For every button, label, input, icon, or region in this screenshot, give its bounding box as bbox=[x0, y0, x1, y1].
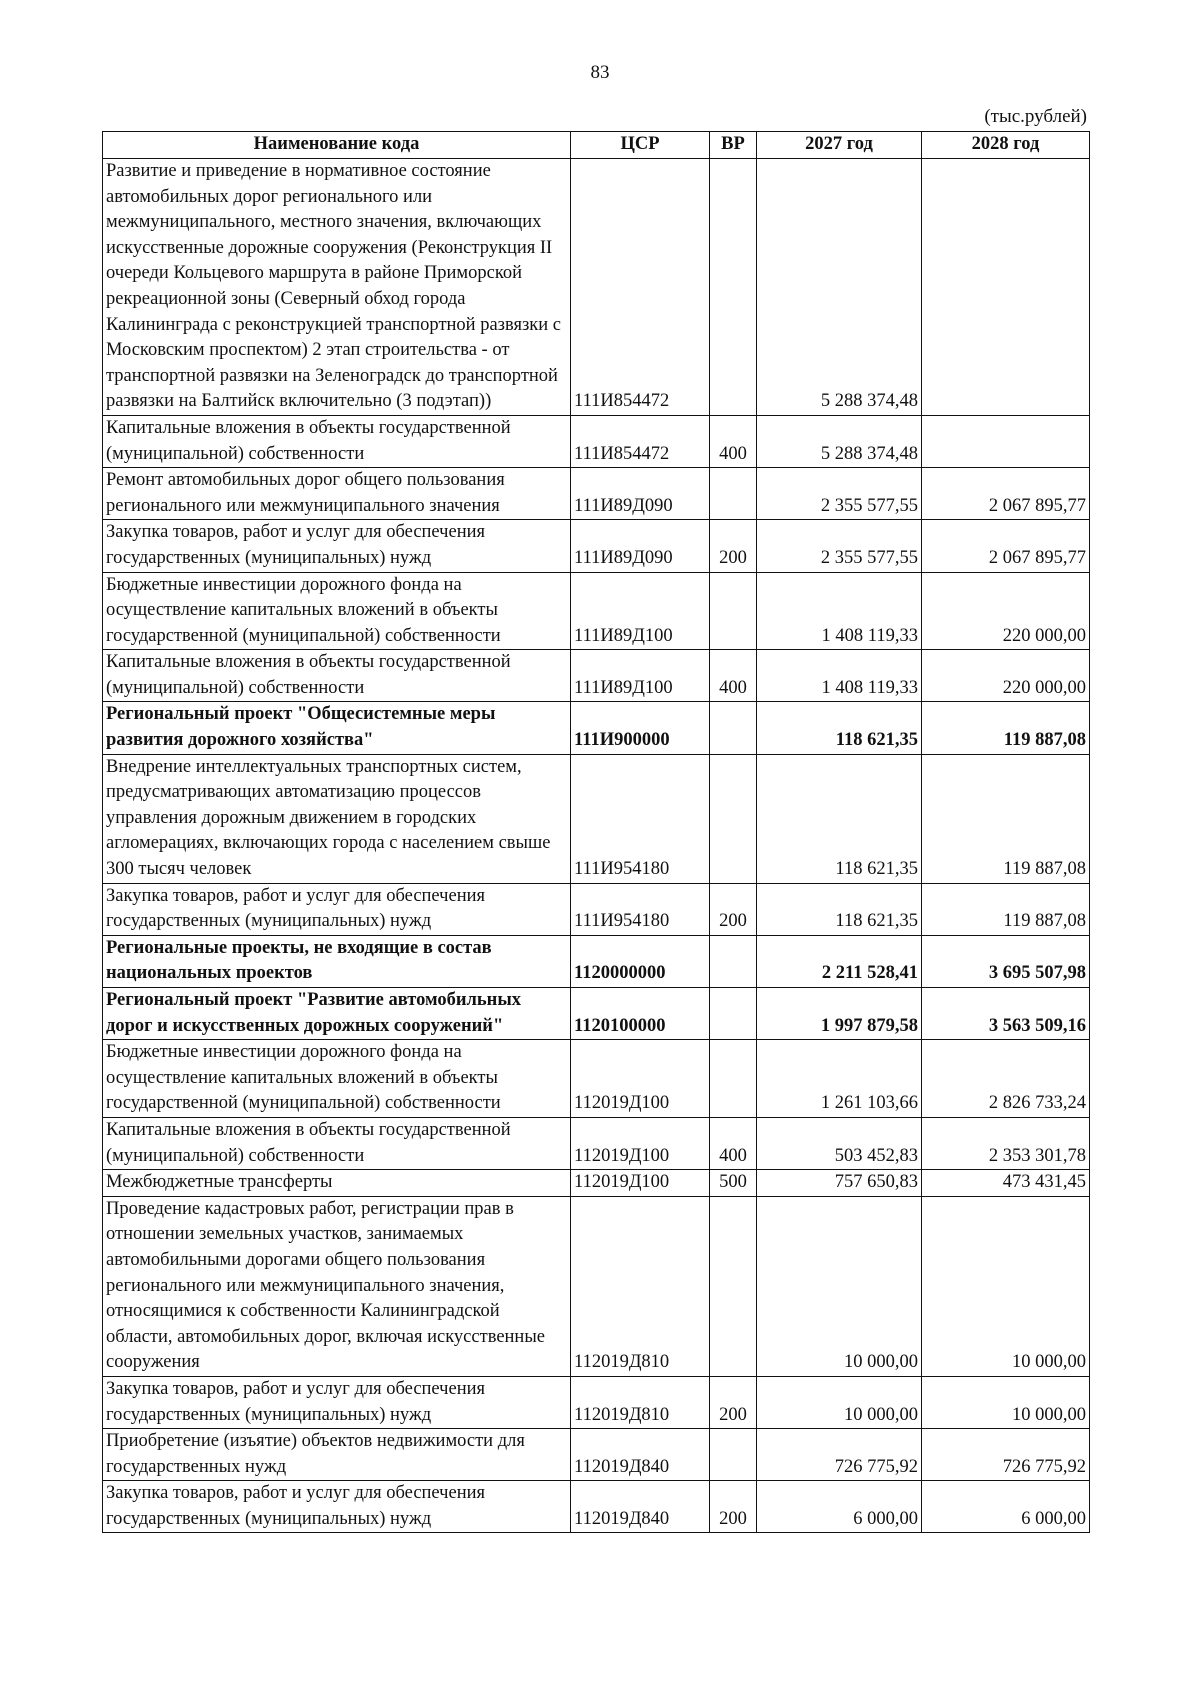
cell-2027: 2 211 528,41 bbox=[757, 935, 922, 987]
cell-2028: 3 695 507,98 bbox=[922, 935, 1090, 987]
cell-2028: 119 887,08 bbox=[922, 702, 1090, 754]
cell-2027: 5 288 374,48 bbox=[757, 159, 922, 416]
cell-name: Проведение кадастровых работ, регистрации прав в отношении земельных участков, занимаемых автомобильными дорогами общего пользования регионального или межмуниципального значения, относящимися к собственности Калининградской области, автомобильных дорог, включая искусственные сооружения bbox=[103, 1196, 571, 1376]
cell-name: Внедрение интеллектуальных транспортных систем, предусматривающих автоматизацию процессов управления дорожным движением в городских агломерациях, включающих города с населением свыше 300 тысяч человек bbox=[103, 754, 571, 883]
cell-2027: 1 408 119,33 bbox=[757, 572, 922, 650]
cell-2027: 118 621,35 bbox=[757, 702, 922, 754]
cell-2027: 118 621,35 bbox=[757, 754, 922, 883]
cell-2027: 6 000,00 bbox=[757, 1481, 922, 1533]
cell-2028: 10 000,00 bbox=[922, 1196, 1090, 1376]
header-row bbox=[103, 132, 1090, 159]
cell-2027: 2 355 577,55 bbox=[757, 468, 922, 520]
cell-csr: 112019Д100 bbox=[571, 1040, 710, 1118]
cell-vr: 400 bbox=[710, 415, 757, 467]
table-row bbox=[103, 415, 1090, 467]
cell-2028: 119 887,08 bbox=[922, 754, 1090, 883]
table-row bbox=[103, 572, 1090, 650]
cell-csr: 112019Д840 bbox=[571, 1429, 710, 1481]
table-row bbox=[103, 650, 1090, 702]
cell-2027: 726 775,92 bbox=[757, 1429, 922, 1481]
cell-2027: 5 288 374,48 bbox=[757, 415, 922, 467]
cell-name: Ремонт автомобильных дорог общего пользования регионального или межмуниципального значения bbox=[103, 468, 571, 520]
cell-csr: 111И89Д090 bbox=[571, 468, 710, 520]
cell-2028: 220 000,00 bbox=[922, 650, 1090, 702]
cell-2028: 2 067 895,77 bbox=[922, 520, 1090, 572]
cell-2028 bbox=[922, 159, 1090, 416]
cell-2027: 118 621,35 bbox=[757, 883, 922, 935]
cell-name: Закупка товаров, работ и услуг для обеспечения государственных (муниципальных) нужд bbox=[103, 520, 571, 572]
cell-vr: 400 bbox=[710, 650, 757, 702]
column-header-vr: ВР bbox=[710, 132, 757, 159]
cell-vr bbox=[710, 702, 757, 754]
budget-table bbox=[102, 131, 1090, 1533]
table-row bbox=[103, 1117, 1090, 1169]
cell-csr: 1120000000 bbox=[571, 935, 710, 987]
cell-vr bbox=[710, 988, 757, 1040]
cell-vr: 500 bbox=[710, 1170, 757, 1197]
table-row bbox=[103, 988, 1090, 1040]
cell-2028: 220 000,00 bbox=[922, 572, 1090, 650]
cell-2027: 503 452,83 bbox=[757, 1117, 922, 1169]
cell-csr: 111И89Д100 bbox=[571, 572, 710, 650]
table-row bbox=[103, 520, 1090, 572]
column-header-csr: ЦСР bbox=[571, 132, 710, 159]
column-header-name: Наименование кода bbox=[103, 132, 571, 159]
cell-vr bbox=[710, 159, 757, 416]
cell-2028: 2 353 301,78 bbox=[922, 1117, 1090, 1169]
table-row bbox=[103, 1429, 1090, 1481]
cell-2028: 119 887,08 bbox=[922, 883, 1090, 935]
cell-csr: 111И854472 bbox=[571, 159, 710, 416]
cell-2028: 3 563 509,16 bbox=[922, 988, 1090, 1040]
cell-2027: 1 408 119,33 bbox=[757, 650, 922, 702]
table-row bbox=[103, 702, 1090, 754]
cell-csr: 112019Д100 bbox=[571, 1170, 710, 1197]
cell-csr: 112019Д810 bbox=[571, 1376, 710, 1428]
cell-2027: 2 355 577,55 bbox=[757, 520, 922, 572]
cell-name: Закупка товаров, работ и услуг для обеспечения государственных (муниципальных) нужд bbox=[103, 883, 571, 935]
cell-csr: 112019Д100 bbox=[571, 1117, 710, 1169]
cell-vr: 200 bbox=[710, 883, 757, 935]
cell-name: Бюджетные инвестиции дорожного фонда на осуществление капитальных вложений в объекты государственной (муниципальной) собственности bbox=[103, 572, 571, 650]
column-header-2028: 2028 год bbox=[922, 132, 1090, 159]
cell-name: Закупка товаров, работ и услуг для обеспечения государственных (муниципальных) нужд bbox=[103, 1376, 571, 1428]
table-row bbox=[103, 1040, 1090, 1118]
cell-name: Приобретение (изъятие) объектов недвижимости для государственных нужд bbox=[103, 1429, 571, 1481]
cell-2027: 757 650,83 bbox=[757, 1170, 922, 1197]
table-header bbox=[103, 132, 1090, 159]
cell-name: Развитие и приведение в нормативное состояние автомобильных дорог регионального или межмуниципального, местного значения, включающих искусственные дорожные сооружения (Реконструкция II очереди Кольцевого маршрута в районе Приморской рекреационной зоны (Северный обход города Калининграда с реконструкцией транспортной развязки с Московским проспектом) 2 этап строительства - от транспортной развязки на Зеленоградск до транспортной развязки на Балтийск включительно (3 подэтап)) bbox=[103, 159, 571, 416]
cell-vr: 200 bbox=[710, 1481, 757, 1533]
cell-vr bbox=[710, 1196, 757, 1376]
table-row bbox=[103, 159, 1090, 416]
cell-csr: 112019Д840 bbox=[571, 1481, 710, 1533]
cell-name: Региональные проекты, не входящие в состав национальных проектов bbox=[103, 935, 571, 987]
table-row bbox=[103, 1170, 1090, 1197]
cell-vr bbox=[710, 1429, 757, 1481]
table-row bbox=[103, 935, 1090, 987]
table-row bbox=[103, 754, 1090, 883]
cell-csr: 111И954180 bbox=[571, 754, 710, 883]
table-row bbox=[103, 1481, 1090, 1533]
cell-name: Региональный проект "Развитие автомобильных дорог и искусственных дорожных сооружений" bbox=[103, 988, 571, 1040]
cell-vr: 400 bbox=[710, 1117, 757, 1169]
table-body bbox=[103, 159, 1090, 1533]
cell-csr: 111И900000 bbox=[571, 702, 710, 754]
cell-vr bbox=[710, 468, 757, 520]
table-row bbox=[103, 468, 1090, 520]
cell-name: Межбюджетные трансферты bbox=[103, 1170, 571, 1197]
cell-name: Капитальные вложения в объекты государственной (муниципальной) собственности bbox=[103, 1117, 571, 1169]
cell-csr: 111И954180 bbox=[571, 883, 710, 935]
cell-2027: 10 000,00 bbox=[757, 1196, 922, 1376]
cell-csr: 111И89Д100 bbox=[571, 650, 710, 702]
cell-csr: 111И89Д090 bbox=[571, 520, 710, 572]
cell-vr bbox=[710, 935, 757, 987]
cell-name: Капитальные вложения в объекты государственной (муниципальной) собственности bbox=[103, 415, 571, 467]
column-header-2027: 2027 год bbox=[757, 132, 922, 159]
cell-name: Бюджетные инвестиции дорожного фонда на осуществление капитальных вложений в объекты государственной (муниципальной) собственности bbox=[103, 1040, 571, 1118]
cell-2027: 10 000,00 bbox=[757, 1376, 922, 1428]
table-row bbox=[103, 883, 1090, 935]
page-number: 83 bbox=[590, 62, 610, 83]
cell-csr: 112019Д810 bbox=[571, 1196, 710, 1376]
cell-name: Закупка товаров, работ и услуг для обеспечения государственных (муниципальных) нужд bbox=[103, 1481, 571, 1533]
cell-vr: 200 bbox=[710, 520, 757, 572]
units-note: (тыс.рублей) bbox=[984, 106, 1087, 127]
cell-vr: 200 bbox=[710, 1376, 757, 1428]
cell-name: Региональный проект "Общесистемные меры развития дорожного хозяйства" bbox=[103, 702, 571, 754]
cell-2027: 1 997 879,58 bbox=[757, 988, 922, 1040]
cell-vr bbox=[710, 1040, 757, 1118]
cell-2028: 10 000,00 bbox=[922, 1376, 1090, 1428]
cell-2028: 726 775,92 bbox=[922, 1429, 1090, 1481]
cell-2027: 1 261 103,66 bbox=[757, 1040, 922, 1118]
table-row bbox=[103, 1196, 1090, 1376]
cell-csr: 1120100000 bbox=[571, 988, 710, 1040]
cell-name: Капитальные вложения в объекты государственной (муниципальной) собственности bbox=[103, 650, 571, 702]
cell-vr bbox=[710, 572, 757, 650]
cell-2028: 6 000,00 bbox=[922, 1481, 1090, 1533]
cell-csr: 111И854472 bbox=[571, 415, 710, 467]
cell-2028: 473 431,45 bbox=[922, 1170, 1090, 1197]
cell-vr bbox=[710, 754, 757, 883]
cell-2028: 2 826 733,24 bbox=[922, 1040, 1090, 1118]
cell-2028 bbox=[922, 415, 1090, 467]
table-row bbox=[103, 1376, 1090, 1428]
cell-2028: 2 067 895,77 bbox=[922, 468, 1090, 520]
